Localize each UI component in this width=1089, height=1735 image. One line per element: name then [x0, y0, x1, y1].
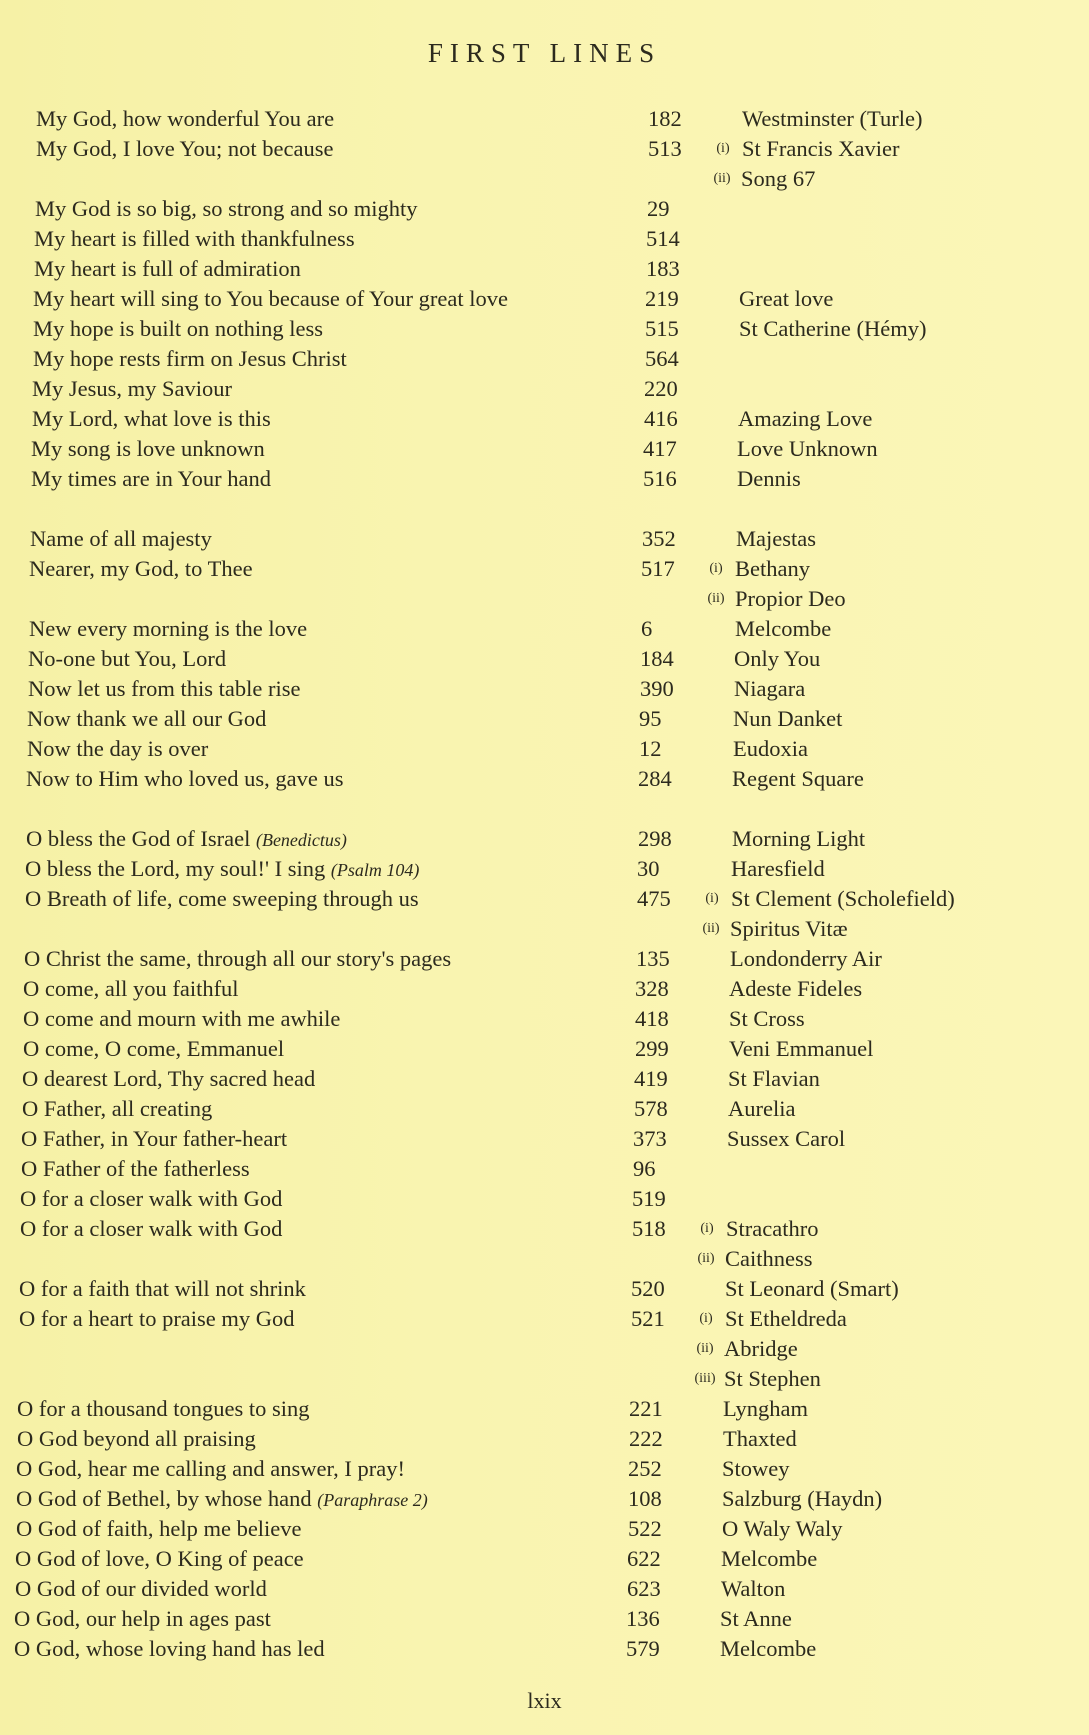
index-row — [32, 405, 1032, 433]
hymn-number: 299 — [635, 1036, 669, 1061]
index-row — [28, 675, 1028, 703]
index-row — [34, 255, 1034, 283]
index-row — [33, 345, 1033, 373]
first-line: O for a heart to praise my God — [19, 1306, 295, 1331]
hymn-number: 30 — [637, 856, 660, 881]
first-line: O for a closer walk with God — [20, 1216, 283, 1241]
index-row — [23, 1005, 1023, 1033]
index-row — [15, 1575, 1015, 1603]
tune-name: Westminster (Turle) — [742, 106, 923, 131]
first-line: My song is love unknown — [31, 436, 265, 461]
hymn-number: 136 — [626, 1606, 660, 1631]
hymn-number: 220 — [644, 376, 678, 401]
tune-name: St Clement (Scholefield) — [731, 886, 955, 911]
first-line: Name of all majesty — [30, 526, 212, 551]
index-row — [28, 645, 1028, 673]
first-line: O God of Bethel, by whose hand (Paraphrase 2) — [16, 1486, 428, 1511]
hymn-number: 6 — [641, 616, 653, 641]
tune-name: Amazing Love — [738, 406, 873, 431]
hymn-number: 12 — [639, 736, 662, 761]
hymn-number: 516 — [643, 466, 677, 491]
tune-name: Melcombe — [721, 1546, 818, 1571]
index-row — [27, 705, 1027, 733]
tune-name: Stracathro — [726, 1216, 819, 1241]
hymn-number: 520 — [631, 1276, 665, 1301]
first-line: Now to Him who loved us, gave us — [26, 766, 344, 791]
tune-name: Bethany — [735, 556, 810, 581]
hymn-number: 135 — [636, 946, 670, 971]
first-line: My hope rests firm on Jesus Christ — [33, 346, 347, 371]
index-row — [15, 1545, 1015, 1573]
first-line: My God, I love You; not because — [36, 136, 334, 161]
tune-name: St Catherine (Hémy) — [739, 316, 927, 341]
first-line: O come and mourn with me awhile — [23, 1006, 341, 1031]
hymn-number: 184 — [640, 646, 674, 671]
index-row — [16, 1455, 1016, 1483]
first-line: O Father, all creating — [22, 1096, 213, 1121]
index-row — [36, 135, 1036, 163]
tune-name: Lyngham — [723, 1396, 808, 1421]
tune-name: Haresfield — [731, 856, 825, 881]
hymn-number: 96 — [633, 1156, 656, 1181]
tune-name: Abridge — [724, 1336, 798, 1361]
index-row — [19, 1245, 1019, 1273]
hymn-number: 298 — [638, 826, 672, 851]
first-line: O for a thousand tongues to sing — [17, 1396, 310, 1421]
index-row — [35, 195, 1035, 223]
hymn-number: 622 — [627, 1546, 661, 1571]
hymn-number: 108 — [628, 1486, 662, 1511]
tune-variant: (i) — [705, 891, 719, 906]
tune-name: O Waly Waly — [722, 1516, 843, 1541]
source-note: (Psalm 104) — [330, 860, 420, 880]
tune-name: Aurelia — [728, 1096, 796, 1121]
source-note: (Paraphrase 2) — [317, 1490, 428, 1510]
index-row — [16, 1485, 1016, 1513]
tune-variant: (i) — [700, 1221, 714, 1236]
tune-name: Morning Light — [732, 826, 866, 851]
tune-name: St Cross — [729, 1006, 805, 1031]
index-row — [23, 975, 1023, 1003]
index-row — [21, 1125, 1021, 1153]
hymn-number: 328 — [635, 976, 669, 1001]
hymn-number: 284 — [638, 766, 672, 791]
tune-name: St Anne — [720, 1606, 792, 1631]
hymn-number: 517 — [641, 556, 675, 581]
first-line: My God is so big, so strong and so mighty — [35, 196, 418, 221]
hymn-number: 252 — [628, 1456, 662, 1481]
tune-variant: (iii) — [694, 1371, 716, 1386]
hymn-number: 521 — [631, 1306, 665, 1331]
hymn-number: 515 — [645, 316, 679, 341]
tune-name: St Stephen — [724, 1366, 821, 1391]
first-line: My hope is built on nothing less — [33, 316, 324, 341]
hymn-number: 623 — [627, 1576, 661, 1601]
hymn-number: 417 — [643, 436, 677, 461]
first-line: My Jesus, my Saviour — [32, 376, 233, 401]
tune-variant: (ii) — [707, 591, 725, 606]
first-line: O dearest Lord, Thy sacred head — [22, 1066, 316, 1091]
first-line: O bless the Lord, my soul!' I sing (Psalm 104) — [25, 856, 420, 881]
first-line: O Christ the same, through all our story's pages — [24, 946, 452, 971]
hymn-number: 219 — [645, 286, 679, 311]
hymn-number: 518 — [632, 1216, 666, 1241]
index-row — [17, 1425, 1017, 1453]
tune-name: Eudoxia — [733, 736, 808, 761]
tune-name: Regent Square — [732, 766, 864, 791]
index-row — [32, 375, 1032, 403]
tune-name: Walton — [721, 1576, 786, 1601]
first-line: Now the day is over — [27, 736, 209, 761]
index-row — [30, 525, 1030, 553]
tune-name: Love Unknown — [737, 436, 878, 461]
hymn-number: 514 — [646, 226, 680, 251]
index-row — [25, 885, 1025, 913]
index-row — [23, 1035, 1023, 1063]
first-line: O come, O come, Emmanuel — [23, 1036, 285, 1061]
first-line: Now thank we all our God — [27, 706, 267, 731]
first-line: My heart is filled with thankfulness — [34, 226, 355, 251]
index-row — [22, 1095, 1022, 1123]
hymn-number: 29 — [647, 196, 670, 221]
first-line: O God of faith, help me believe — [16, 1516, 302, 1541]
first-line: Nearer, my God, to Thee — [29, 556, 253, 581]
first-line: Now let us from this table rise — [28, 676, 301, 701]
tune-name: Stowey — [722, 1456, 790, 1481]
first-line: O bless the God of Israel (Benedictus) — [26, 826, 347, 851]
tune-name: Sussex Carol — [727, 1126, 846, 1151]
hymn-number: 416 — [644, 406, 678, 431]
index-row — [27, 735, 1027, 763]
tune-name: Propior Deo — [735, 586, 846, 611]
index-row — [26, 825, 1026, 853]
index-row — [24, 945, 1024, 973]
hymn-number: 182 — [648, 106, 682, 131]
first-line: O God, whose loving hand has led — [14, 1636, 325, 1661]
first-line: O for a closer walk with God — [20, 1186, 283, 1211]
hymn-number: 419 — [634, 1066, 668, 1091]
index-row — [19, 1275, 1019, 1303]
tune-name: Adeste Fideles — [729, 976, 863, 1001]
index-row — [19, 1305, 1019, 1333]
index-row — [22, 1065, 1022, 1093]
index-row — [35, 165, 1035, 193]
first-line: O Father, in Your father-heart — [21, 1126, 288, 1151]
first-line: My times are in Your hand — [31, 466, 271, 491]
first-line: O God of love, O King of peace — [15, 1546, 304, 1571]
first-line: O God, our help in ages past — [14, 1606, 271, 1631]
first-line: New every morning is the love — [29, 616, 308, 641]
hymn-number: 373 — [633, 1126, 667, 1151]
first-line: O Father of the fatherless — [21, 1156, 250, 1181]
hymn-number: 475 — [637, 886, 671, 911]
index-row — [14, 1635, 1014, 1663]
tune-name: Melcombe — [735, 616, 832, 641]
index-row — [16, 1515, 1016, 1543]
index-row — [29, 615, 1029, 643]
page-number: lxix — [527, 1688, 562, 1713]
tune-name: Veni Emmanuel — [729, 1036, 874, 1061]
tune-name: St Leonard (Smart) — [725, 1276, 899, 1301]
first-line: No-one but You, Lord — [28, 646, 227, 671]
tune-name: Song 67 — [741, 166, 816, 191]
source-note: (Benedictus) — [255, 830, 347, 850]
hymn-number: 579 — [626, 1636, 660, 1661]
hymn-number: 564 — [645, 346, 679, 371]
tune-name: Londonderry Air — [730, 946, 882, 971]
index-row — [18, 1365, 1018, 1393]
tune-name: Spiritus Vitæ — [730, 916, 848, 941]
tune-name: Nun Danket — [733, 706, 843, 731]
index-row — [33, 285, 1033, 313]
first-line: O God, hear me calling and answer, I pray! — [16, 1456, 405, 1481]
index-row — [33, 315, 1033, 343]
hymn-number: 522 — [628, 1516, 662, 1541]
tune-variant: (i) — [709, 561, 723, 576]
tune-variant: (ii) — [713, 171, 731, 186]
index-row — [29, 585, 1029, 613]
tune-name: Thaxted — [723, 1426, 797, 1451]
index-row — [36, 105, 1036, 133]
tune-variant: (ii) — [696, 1341, 714, 1356]
tune-name: Caithness — [725, 1246, 813, 1271]
hymn-number: 95 — [639, 706, 662, 731]
tune-name: Dennis — [737, 466, 801, 491]
hymn-number: 352 — [642, 526, 676, 551]
index-row — [26, 765, 1026, 793]
tune-name: Melcombe — [720, 1636, 817, 1661]
first-line: My Lord, what love is this — [32, 406, 271, 431]
tune-variant: (ii) — [702, 921, 720, 936]
index-row — [14, 1605, 1014, 1633]
index-row — [29, 555, 1029, 583]
index-row — [17, 1395, 1017, 1423]
index-row — [31, 465, 1031, 493]
tune-name: Great love — [739, 286, 834, 311]
first-line: My God, how wonderful You are — [36, 106, 335, 131]
first-line: O God of our divided world — [15, 1576, 267, 1601]
tune-variant: (i) — [716, 141, 730, 156]
hymn-number: 221 — [629, 1396, 663, 1421]
index-row — [25, 855, 1025, 883]
tune-name: Only You — [734, 646, 821, 671]
first-line: O for a faith that will not shrink — [19, 1276, 306, 1301]
first-line: O God beyond all praising — [17, 1426, 256, 1451]
page-title: FIRST LINES — [427, 38, 662, 68]
first-line: O come, all you faithful — [23, 976, 239, 1001]
first-line: My heart will sing to You because of Your great love — [33, 286, 508, 311]
first-line: O Breath of life, come sweeping through us — [25, 886, 419, 911]
hymn-number: 222 — [629, 1426, 663, 1451]
index-row — [18, 1335, 1018, 1363]
index-row — [31, 435, 1031, 463]
tune-name: Salzburg (Haydn) — [722, 1486, 883, 1511]
index-row — [21, 1155, 1021, 1183]
index-row — [24, 915, 1024, 943]
tune-name: Majestas — [736, 526, 816, 551]
hymn-number: 519 — [632, 1186, 666, 1211]
hymn-number: 418 — [635, 1006, 669, 1031]
tune-name: Niagara — [734, 676, 806, 701]
index-row — [34, 225, 1034, 253]
first-line: My heart is full of admiration — [34, 256, 301, 281]
tune-variant: (i) — [699, 1311, 713, 1326]
tune-name: St Flavian — [728, 1066, 820, 1091]
hymn-number: 183 — [646, 256, 680, 281]
hymn-number: 390 — [640, 676, 674, 701]
hymn-number: 578 — [634, 1096, 668, 1121]
hymn-number: 513 — [648, 136, 682, 161]
tune-variant: (ii) — [697, 1251, 715, 1266]
index-row — [20, 1215, 1020, 1243]
tune-name: St Francis Xavier — [742, 136, 900, 161]
index-row — [20, 1185, 1020, 1213]
tune-name: St Etheldreda — [725, 1306, 847, 1331]
